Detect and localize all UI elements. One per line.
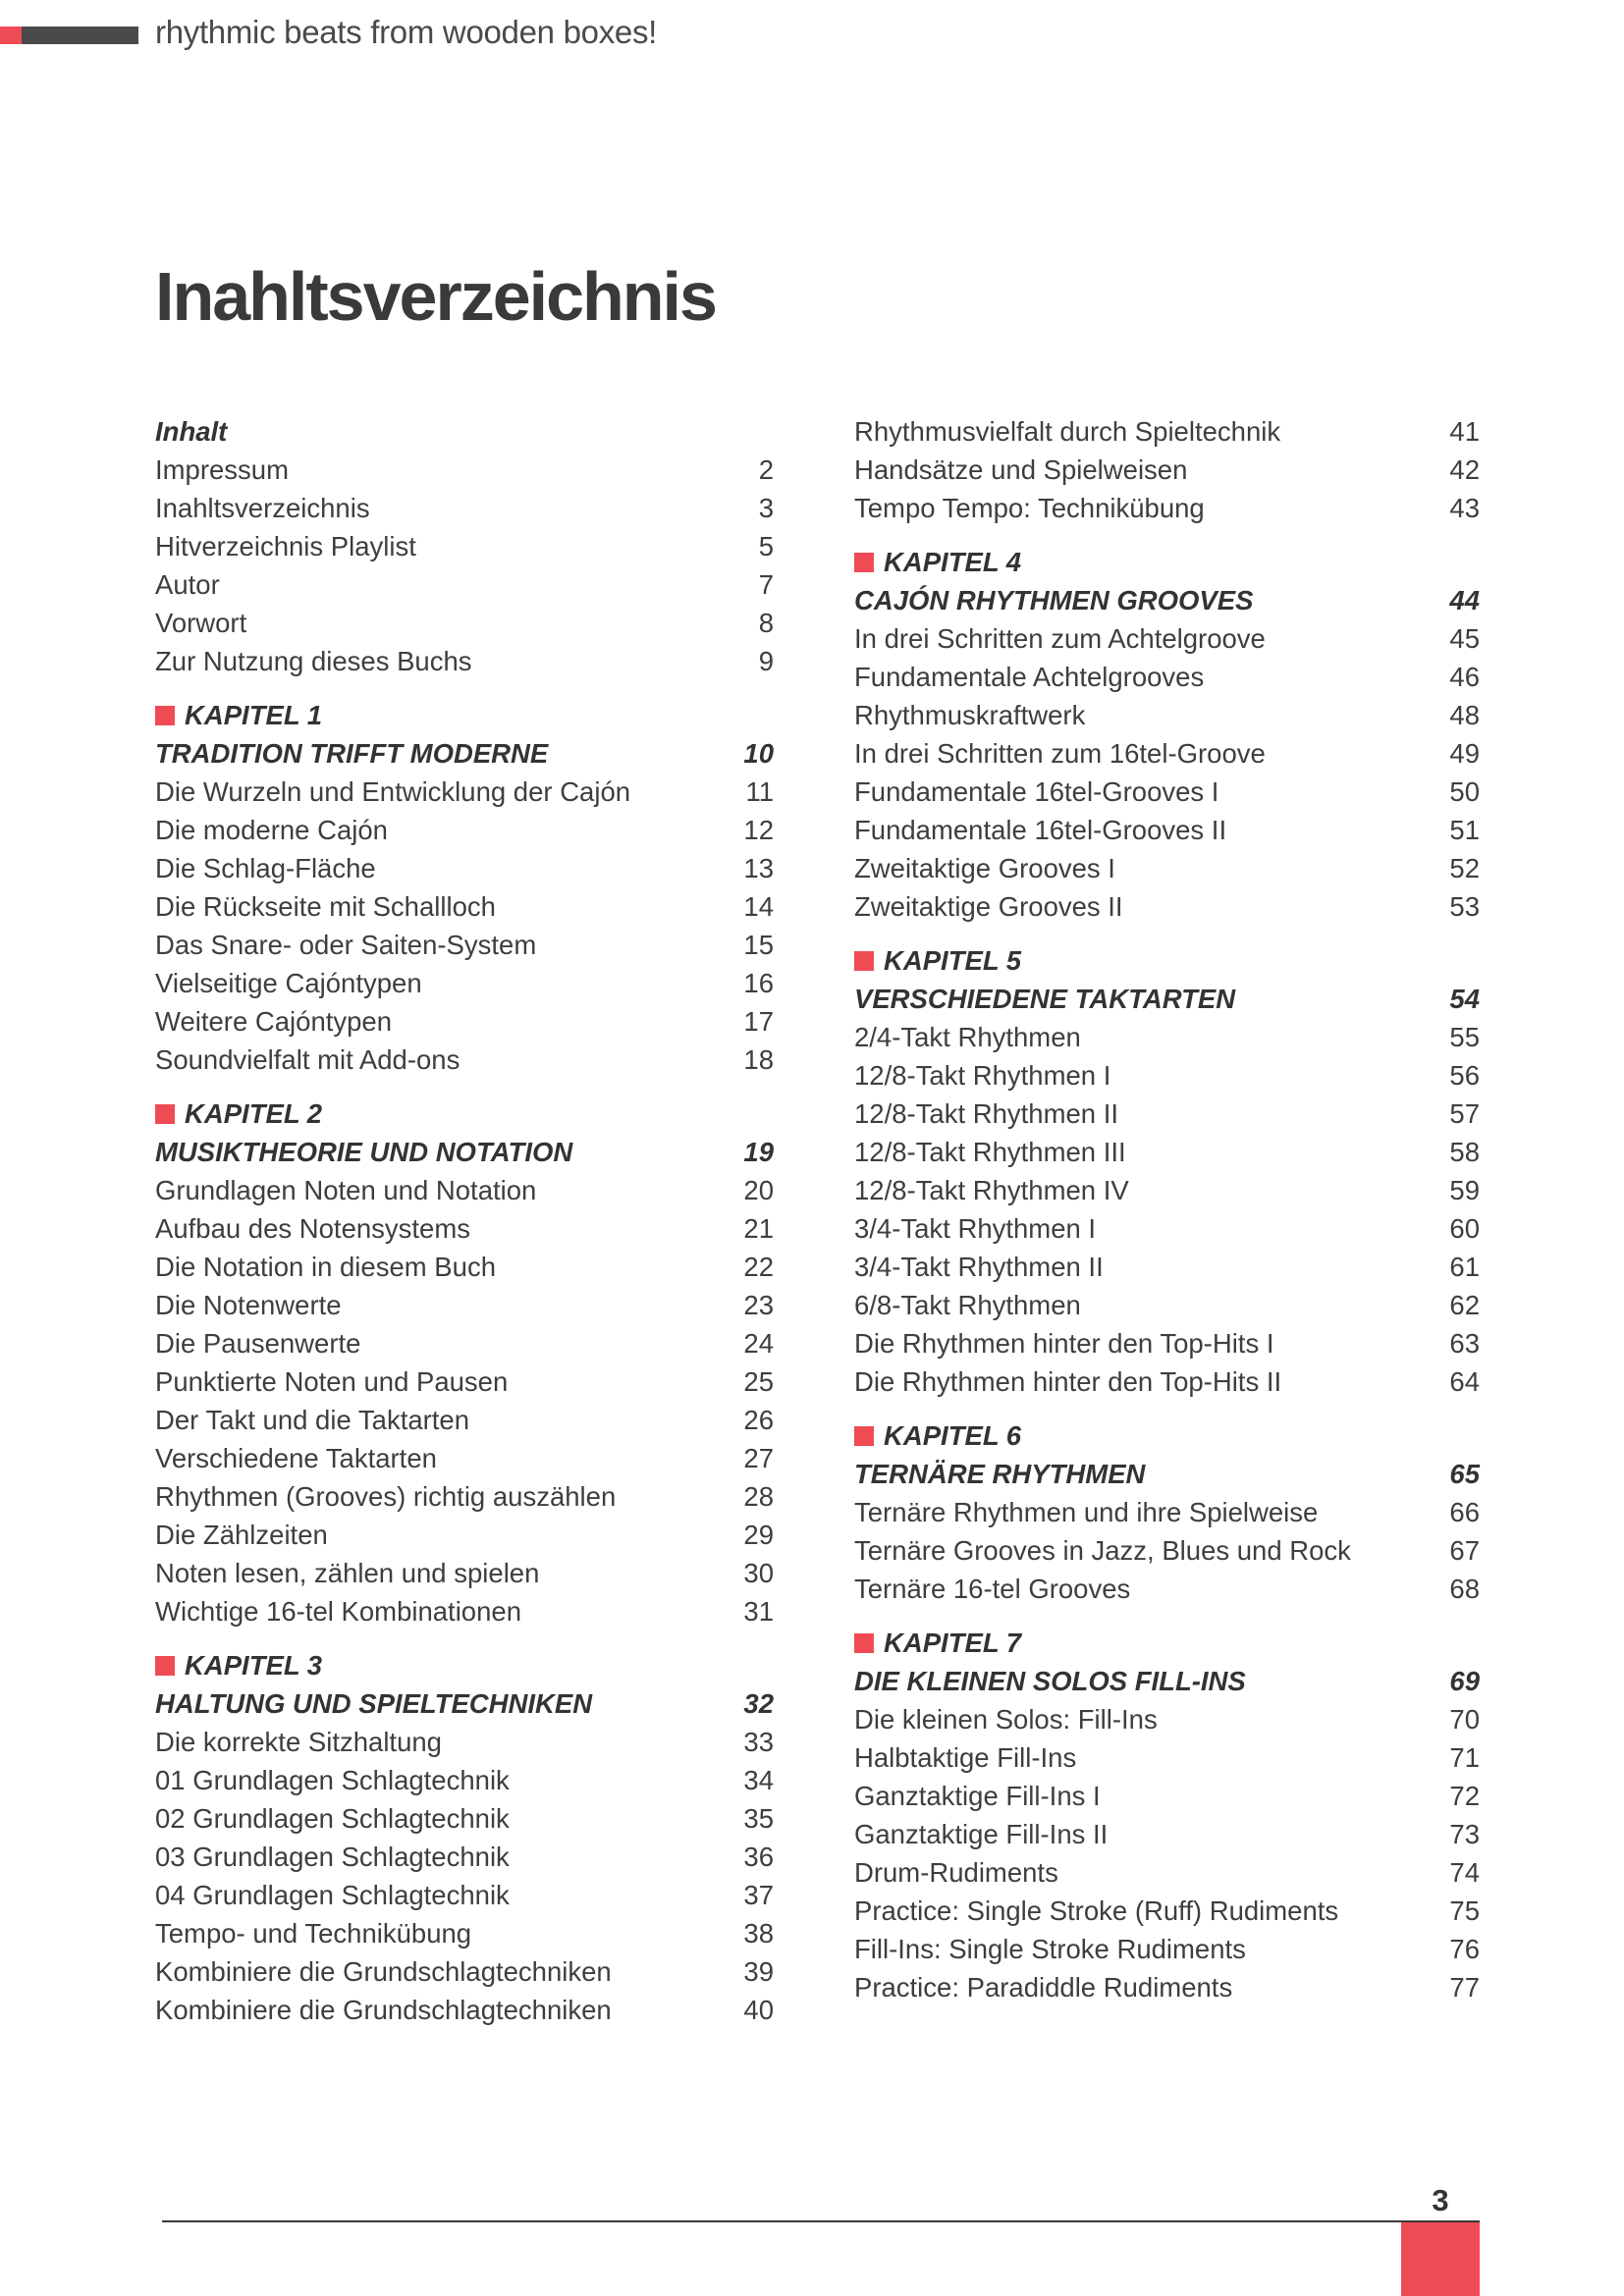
toc-column-left: [155, 412, 774, 2029]
toc-entry-label: HALTUNG UND SPIELTECHNIKEN: [155, 1688, 593, 1719]
toc-entry-page: 19: [743, 1137, 774, 1167]
toc-entry-page: 66: [1449, 1497, 1480, 1527]
toc-entry-label: KAPITEL 3: [185, 1650, 323, 1681]
toc-entry-label: Die Zählzeiten: [155, 1520, 328, 1550]
toc-entry[interactable]: [854, 1324, 1480, 1362]
toc-section-heading[interactable]: [854, 581, 1480, 619]
toc-entry[interactable]: [854, 1018, 1480, 1056]
toc-entry[interactable]: [155, 1516, 774, 1554]
toc-entry-page: 41: [1449, 416, 1480, 447]
toc-entry-page: 8: [758, 608, 774, 638]
toc-entry-page: 12: [743, 815, 774, 845]
toc-entry-page: 52: [1449, 853, 1480, 883]
toc-entry-label: Die moderne Cajón: [155, 815, 388, 845]
toc-entry-page: 3: [758, 493, 774, 523]
toc-entry[interactable]: [155, 1477, 774, 1516]
toc-entry-page: 20: [743, 1175, 774, 1205]
toc-entry-page: 45: [1449, 623, 1480, 654]
toc-entry[interactable]: [155, 489, 774, 527]
toc-chapter-heading[interactable]: [155, 1646, 774, 1684]
toc-entry-label: CAJÓN RHYTHMEN GROOVES: [854, 585, 1254, 615]
toc-entry-label: Weitere Cajóntypen: [155, 1006, 393, 1037]
toc-entry-page: 33: [743, 1727, 774, 1757]
toc-entry-page: 28: [743, 1481, 774, 1512]
toc-entry[interactable]: [155, 1286, 774, 1324]
toc-entry[interactable]: [155, 1761, 774, 1799]
toc-section-heading[interactable]: [155, 734, 774, 773]
toc-entry[interactable]: [854, 1095, 1480, 1133]
toc-entry-page: 77: [1449, 1972, 1480, 2002]
toc-entry[interactable]: [854, 451, 1480, 489]
toc-entry-label: Soundvielfalt mit Add-ons: [155, 1044, 460, 1075]
toc-entry-label: 01 Grundlagen Schlagtechnik: [155, 1765, 510, 1795]
toc-entry-label: Handsätze und Spielweisen: [854, 454, 1188, 485]
toc-entry-label: VERSCHIEDENE TAKTARTEN: [854, 984, 1236, 1014]
toc-entry[interactable]: [854, 489, 1480, 527]
toc-entry-page: 9: [758, 646, 774, 676]
toc-entry-label: Inhalt: [155, 416, 228, 447]
toc-entry-label: Fundamentale 16tel-Grooves II: [854, 815, 1227, 845]
toc-entry-label: Tempo Tempo: Technikübung: [854, 493, 1205, 523]
toc-entry[interactable]: [155, 604, 774, 642]
toc-entry[interactable]: [155, 1991, 774, 2029]
toc-entry[interactable]: [854, 412, 1480, 451]
toc-entry-page: 76: [1449, 1934, 1480, 1964]
toc-entry-label: Fundamentale 16tel-Grooves I: [854, 776, 1219, 807]
toc-entry[interactable]: [854, 1570, 1480, 1608]
toc-entry[interactable]: [155, 1952, 774, 1991]
toc-entry[interactable]: [155, 964, 774, 1002]
toc-entry-label: Ternäre Grooves in Jazz, Blues und Rock: [854, 1535, 1351, 1566]
toc-entry-page: 57: [1449, 1098, 1480, 1129]
toc-entry-page: 17: [743, 1006, 774, 1037]
toc-chapter-heading[interactable]: [854, 941, 1480, 980]
toc-entry-label: Die Rhythmen hinter den Top-Hits II: [854, 1366, 1282, 1397]
toc-entry-label: Die Schlag-Fläche: [155, 853, 376, 883]
toc-entry-label: Ganztaktige Fill-Ins II: [854, 1819, 1109, 1849]
toc-section-heading[interactable]: [155, 412, 774, 451]
toc-entry[interactable]: [854, 773, 1480, 811]
toc-entry-page: 71: [1449, 1742, 1480, 1773]
toc-entry-label: In drei Schritten zum 16tel-Groove: [854, 738, 1266, 769]
toc-entry-page: 73: [1449, 1819, 1480, 1849]
toc-entry-page: 70: [1449, 1704, 1480, 1735]
toc-entry[interactable]: [155, 1002, 774, 1041]
toc-entry[interactable]: [854, 1248, 1480, 1286]
toc-entry-page: 61: [1449, 1252, 1480, 1282]
toc-entry-label: Halbtaktige Fill-Ins: [854, 1742, 1077, 1773]
toc-entry[interactable]: [854, 1738, 1480, 1777]
toc-entry-label: 2/4-Takt Rhythmen: [854, 1022, 1081, 1052]
toc-entry-page: 31: [743, 1596, 774, 1627]
toc-entry-label: Vielseitige Cajóntypen: [155, 968, 422, 998]
toc-entry-label: Vorwort: [155, 608, 247, 638]
toc-entry-label: 12/8-Takt Rhythmen II: [854, 1098, 1119, 1129]
toc-entry[interactable]: [155, 1592, 774, 1630]
toc-entry[interactable]: [155, 1876, 774, 1914]
toc-entry-page: 11: [745, 776, 774, 807]
toc-entry[interactable]: [854, 1493, 1480, 1531]
toc-entry-label: Ganztaktige Fill-Ins I: [854, 1781, 1101, 1811]
toc-entry-label: Impressum: [155, 454, 289, 485]
toc-entry[interactable]: [155, 1838, 774, 1876]
toc-section-heading[interactable]: [854, 1662, 1480, 1700]
toc-entry-page: 14: [743, 891, 774, 922]
toc-entry[interactable]: [155, 926, 774, 964]
toc-entry[interactable]: [854, 1056, 1480, 1095]
toc-entry-label: 12/8-Takt Rhythmen I: [854, 1060, 1111, 1091]
toc-entry-page: 32: [743, 1688, 774, 1719]
toc-entry-page: 25: [743, 1366, 774, 1397]
toc-entry[interactable]: [155, 1171, 774, 1209]
header-gray-bar: [22, 27, 138, 44]
toc-entry[interactable]: [155, 1209, 774, 1248]
toc-entry[interactable]: [155, 773, 774, 811]
toc-entry-label: KAPITEL 7: [884, 1628, 1022, 1658]
toc-entry-label: 03 Grundlagen Schlagtechnik: [155, 1842, 510, 1872]
toc-entry-label: DIE KLEINEN SOLOS FILL-INS: [854, 1666, 1246, 1696]
toc-entry-label: Aufbau des Notensystems: [155, 1213, 471, 1244]
header-tagline: rhythmic beats from wooden boxes!: [155, 14, 658, 50]
toc-entry[interactable]: [155, 887, 774, 926]
toc-entry-label: Das Snare- oder Saiten-System: [155, 930, 537, 960]
toc-entry-label: MUSIKTHEORIE UND NOTATION: [155, 1137, 573, 1167]
toc-entry-label: Rhythmuskraftwerk: [854, 700, 1086, 730]
toc-entry[interactable]: [155, 1723, 774, 1761]
toc-entry[interactable]: [155, 527, 774, 565]
toc-entry-label: 3/4-Takt Rhythmen I: [854, 1213, 1097, 1244]
toc-entry-page: 58: [1449, 1137, 1480, 1167]
footer-red-block: [1401, 2222, 1480, 2296]
toc-entry[interactable]: [854, 1853, 1480, 1892]
toc-section-heading[interactable]: [155, 1684, 774, 1723]
toc-entry-page: 51: [1449, 815, 1480, 845]
toc-entry-page: 21: [743, 1213, 774, 1244]
toc-entry-page: 49: [1449, 738, 1480, 769]
toc-entry-page: 34: [743, 1765, 774, 1795]
toc-entry[interactable]: [155, 1041, 774, 1079]
toc-entry-page: 65: [1449, 1459, 1480, 1489]
toc-entry[interactable]: [854, 887, 1480, 926]
toc-entry[interactable]: [854, 1892, 1480, 1930]
toc-entry-page: 44: [1449, 585, 1480, 615]
toc-entry-page: 60: [1449, 1213, 1480, 1244]
toc-entry-page: 50: [1449, 776, 1480, 807]
toc-entry[interactable]: [854, 1531, 1480, 1570]
toc-entry-label: TRADITION TRIFFT MODERNE: [155, 738, 549, 769]
toc-entry-page: 10: [743, 738, 774, 769]
toc-entry-label: Noten lesen, zählen und spielen: [155, 1558, 540, 1588]
toc-entry-page: 35: [743, 1803, 774, 1834]
toc-entry-label: Die Wurzeln und Entwicklung der Cajón: [155, 776, 631, 807]
toc-entry-page: 56: [1449, 1060, 1480, 1091]
toc-entry-page: 43: [1449, 493, 1480, 523]
toc-entry-page: 68: [1449, 1574, 1480, 1604]
toc-entry-label: Die kleinen Solos: Fill-Ins: [854, 1704, 1158, 1735]
toc-entry-page: 13: [743, 853, 774, 883]
toc-entry-label: Die Rückseite mit Schallloch: [155, 891, 496, 922]
toc-entry-label: Fill-Ins: Single Stroke Rudiments: [854, 1934, 1246, 1964]
toc-entry-page: 26: [743, 1405, 774, 1435]
toc-entry-label: Die Notation in diesem Buch: [155, 1252, 496, 1282]
toc-entry[interactable]: [854, 658, 1480, 696]
toc-entry-label: Practice: Single Stroke (Ruff) Rudiments: [854, 1896, 1339, 1926]
toc-entry-page: 75: [1449, 1896, 1480, 1926]
page-title: Inahltsverzeichnis: [155, 258, 716, 335]
toc-entry-page: 15: [743, 930, 774, 960]
toc-entry[interactable]: [854, 1133, 1480, 1171]
toc-entry-label: Die Pausenwerte: [155, 1328, 361, 1359]
toc-entry-label: 02 Grundlagen Schlagtechnik: [155, 1803, 510, 1834]
header-red-bar: [0, 27, 22, 44]
toc-entry[interactable]: [854, 696, 1480, 734]
toc-entry-page: 5: [758, 531, 774, 561]
toc-entry[interactable]: [155, 451, 774, 489]
toc-entry-page: 48: [1449, 700, 1480, 730]
toc-entry-page: 38: [743, 1918, 774, 1949]
toc-entry-page: 74: [1449, 1857, 1480, 1888]
toc-entry-label: KAPITEL 4: [884, 547, 1022, 577]
toc-entry-label: Ternäre 16-tel Grooves: [854, 1574, 1131, 1604]
toc-section-heading[interactable]: [155, 1133, 774, 1171]
toc-entry[interactable]: [155, 642, 774, 680]
toc-entry-page: 36: [743, 1842, 774, 1872]
toc-entry-label: Kombiniere die Grundschlagtechniken: [155, 1956, 612, 1987]
toc-entry[interactable]: [155, 1401, 774, 1439]
toc-entry-label: Die Rhythmen hinter den Top-Hits I: [854, 1328, 1274, 1359]
toc-entry[interactable]: [854, 1815, 1480, 1853]
toc-entry-label: Punktierte Noten und Pausen: [155, 1366, 509, 1397]
toc-entry-label: 12/8-Takt Rhythmen IV: [854, 1175, 1129, 1205]
toc-entry-label: Zur Nutzung dieses Buchs: [155, 646, 472, 676]
toc-entry-label: Hitverzeichnis Playlist: [155, 531, 416, 561]
toc-entry-page: 64: [1449, 1366, 1480, 1397]
toc-entry-page: 63: [1449, 1328, 1480, 1359]
toc-entry[interactable]: [155, 565, 774, 604]
toc-entry-label: KAPITEL 6: [884, 1420, 1022, 1451]
toc-entry-page: 39: [743, 1956, 774, 1987]
toc-entry-label: TERNÄRE RHYTHMEN: [854, 1459, 1146, 1489]
toc-entry[interactable]: [854, 734, 1480, 773]
toc-entry-page: 40: [743, 1995, 774, 2025]
toc-entry-label: Zweitaktige Grooves I: [854, 853, 1115, 883]
toc-entry-label: KAPITEL 5: [884, 945, 1022, 976]
toc-entry-label: 12/8-Takt Rhythmen III: [854, 1137, 1126, 1167]
toc-entry-page: 54: [1449, 984, 1480, 1014]
toc-entry-page: 7: [758, 569, 774, 600]
toc-entry-page: 22: [743, 1252, 774, 1282]
toc-entry-page: 69: [1449, 1666, 1480, 1696]
toc-entry-label: Grundlagen Noten und Notation: [155, 1175, 537, 1205]
toc-entry-page: 55: [1449, 1022, 1480, 1052]
toc-entry-page: 59: [1449, 1175, 1480, 1205]
toc-entry-label: Rhythmen (Grooves) richtig auszählen: [155, 1481, 617, 1512]
toc-entry-page: 24: [743, 1328, 774, 1359]
toc-chapter-heading[interactable]: [155, 696, 774, 734]
toc-entry[interactable]: [854, 1171, 1480, 1209]
toc-entry[interactable]: [854, 1777, 1480, 1815]
toc-entry[interactable]: [854, 811, 1480, 849]
toc-column-right: [854, 412, 1480, 2006]
toc-entry-label: KAPITEL 1: [185, 700, 323, 730]
toc-entry-label: Drum-Rudiments: [854, 1857, 1058, 1888]
toc-entry-label: Autor: [155, 569, 220, 600]
toc-entry[interactable]: [854, 1362, 1480, 1401]
toc-entry-page: 37: [743, 1880, 774, 1910]
toc-entry-label: Rhythmusvielfalt durch Spieltechnik: [854, 416, 1281, 447]
toc-entry-label: Der Takt und die Taktarten: [155, 1405, 470, 1435]
toc-entry[interactable]: [854, 1968, 1480, 2006]
toc-entry[interactable]: [155, 1439, 774, 1477]
toc-section-heading[interactable]: [854, 1455, 1480, 1493]
toc-entry-page: 27: [743, 1443, 774, 1473]
toc-entry-label: Zweitaktige Grooves II: [854, 891, 1123, 922]
toc-entry-page: 72: [1449, 1781, 1480, 1811]
toc-entry-page: 29: [743, 1520, 774, 1550]
toc-entry-label: Tempo- und Technikübung: [155, 1918, 472, 1949]
toc-chapter-heading[interactable]: [155, 1095, 774, 1133]
toc-entry-label: 04 Grundlagen Schlagtechnik: [155, 1880, 510, 1910]
toc-chapter-heading[interactable]: [854, 1624, 1480, 1662]
toc-entry-page: 53: [1449, 891, 1480, 922]
toc-entry-label: Inahltsverzeichnis: [155, 493, 370, 523]
toc-entry-label: 3/4-Takt Rhythmen II: [854, 1252, 1104, 1282]
toc-entry-page: 62: [1449, 1290, 1480, 1320]
toc-entry[interactable]: [155, 1554, 774, 1592]
toc-entry[interactable]: [155, 1799, 774, 1838]
toc-entry[interactable]: [854, 619, 1480, 658]
toc-entry-label: Die korrekte Sitzhaltung: [155, 1727, 442, 1757]
toc-entry-label: Verschiedene Taktarten: [155, 1443, 437, 1473]
footer-rule: [162, 2220, 1480, 2222]
toc-entry-label: In drei Schritten zum Achtelgroove: [854, 623, 1266, 654]
toc-entry-label: Practice: Paradiddle Rudiments: [854, 1972, 1233, 2002]
toc-entry-page: 18: [743, 1044, 774, 1075]
toc-entry[interactable]: [854, 1700, 1480, 1738]
toc-entry-label: 6/8-Takt Rhythmen: [854, 1290, 1081, 1320]
toc-entry-page: 2: [758, 454, 774, 485]
toc-entry-page: 42: [1449, 454, 1480, 485]
toc-entry[interactable]: [155, 1324, 774, 1362]
toc-entry[interactable]: [854, 1930, 1480, 1968]
toc-chapter-heading[interactable]: [854, 543, 1480, 581]
toc-entry[interactable]: [155, 1362, 774, 1401]
toc-entry[interactable]: [155, 1914, 774, 1952]
toc-entry-label: KAPITEL 2: [185, 1098, 323, 1129]
toc-entry-page: 30: [743, 1558, 774, 1588]
toc-entry[interactable]: [854, 1286, 1480, 1324]
toc-entry-page: 16: [743, 968, 774, 998]
toc-entry-label: Wichtige 16-tel Kombinationen: [155, 1596, 521, 1627]
toc-entry-page: 67: [1449, 1535, 1480, 1566]
toc-chapter-heading[interactable]: [854, 1416, 1480, 1455]
toc-entry-label: Kombiniere die Grundschlagtechniken: [155, 1995, 612, 2025]
toc-entry-page: 23: [743, 1290, 774, 1320]
toc-entry[interactable]: [155, 811, 774, 849]
toc-section-heading[interactable]: [854, 980, 1480, 1018]
toc-entry[interactable]: [155, 849, 774, 887]
toc-entry[interactable]: [854, 849, 1480, 887]
page-number: 3: [1432, 2183, 1449, 2217]
toc-entry-label: Die Notenwerte: [155, 1290, 342, 1320]
toc-entry-page: 46: [1449, 662, 1480, 692]
toc-entry-label: Ternäre Rhythmen und ihre Spielweise: [854, 1497, 1319, 1527]
toc-entry[interactable]: [854, 1209, 1480, 1248]
toc-entry-label: Fundamentale Achtelgrooves: [854, 662, 1205, 692]
toc-entry[interactable]: [155, 1248, 774, 1286]
